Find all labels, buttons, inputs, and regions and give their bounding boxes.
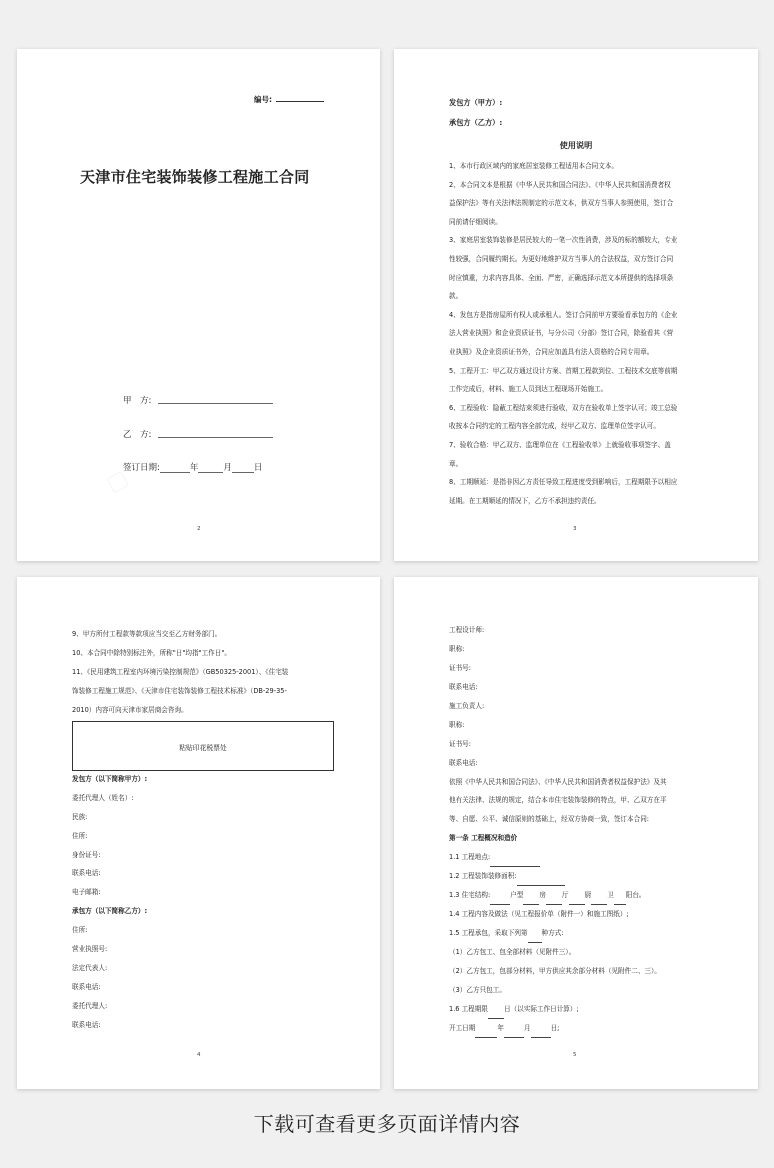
- text-line: 证书号:: [449, 739, 472, 748]
- document-title: 天津市住宅装饰装修工程施工合同: [80, 168, 310, 186]
- site-line: [449, 848, 714, 867]
- text-line: 2010）内容可向天津市家居商会咨询。: [72, 706, 188, 714]
- page-number: 2: [197, 526, 201, 532]
- notes-block: [72, 625, 330, 720]
- party-b-label: 乙 方:: [123, 430, 152, 440]
- period-suffix: 日（以实际工作日计算）;: [503, 1004, 579, 1013]
- blank: [490, 896, 510, 905]
- yangtai-label: 阳台。: [625, 891, 646, 900]
- text-line: 施工负责人:: [449, 701, 485, 710]
- option-line: （2）乙方包工，包部分材料，甲方供应其余部分材料（见附件二、三）。: [449, 966, 661, 975]
- contract-number-label: 编号:: [254, 95, 272, 104]
- text-line: 他有关法律、法规的规定，结合本市住宅装饰装修的特点，甲、乙双方在平: [449, 796, 667, 805]
- stamp-label: 粘贴印花税票处: [179, 744, 227, 752]
- area-line: [449, 867, 714, 886]
- party-b-blank: [158, 437, 273, 438]
- field-label: 委托代理人（姓名）:: [72, 793, 134, 802]
- text-line: 收按本合同约定的工程内容全部完成，经甲乙双方、监理单位签字认可。: [449, 422, 660, 431]
- employer-label: 发包方（甲方）:: [449, 98, 503, 107]
- text-line: 饰装修工程施工规范》、《天津市住宅装饰装修工程技术标准》（DB-29-35-: [72, 687, 287, 695]
- blank: [523, 896, 539, 905]
- instructions-page: [394, 49, 758, 561]
- text-line: 时应慎重，力求内容具体、全面、严密，正确选择示范文本所提供的选择项条: [449, 273, 674, 282]
- text-line: 法人营业执照》和企业资质证书，与分公司（分部）签订合同，除验看其《营: [449, 329, 674, 338]
- year-blank: [160, 463, 190, 473]
- page-number: 5: [573, 1052, 577, 1058]
- blank: [504, 1029, 524, 1038]
- text-line: 11、《民用建筑工程室内环境污染控制规范》（GB50325-2001）、《住宅装: [72, 668, 289, 676]
- wei-label: 卫: [607, 891, 614, 900]
- party-a-blank: [158, 403, 273, 404]
- field-label: 联系电话:: [72, 982, 101, 991]
- field-label: 营业执照号:: [72, 945, 108, 954]
- download-caption: 下载可查看更多页面详情内容: [253, 1112, 521, 1136]
- contractor-label: 承包方（乙方）:: [449, 118, 503, 127]
- text-line: 1.4 工程内容及做法（见工程报价单（附件一）和施工图纸）;: [449, 910, 629, 919]
- page-number: 4: [197, 1052, 201, 1058]
- party-a-label: 甲 方:: [123, 396, 152, 406]
- area-label: 1.2 工程装饰装修面积:: [449, 872, 517, 881]
- text-line: 依照《中华人民共和国合同法》、《中华人民共和国消费者权益保护法》及其: [449, 777, 667, 786]
- blank: [531, 1029, 551, 1038]
- text-line: 业执照》及企业资质证书外，合同应加盖具有法人资格的合同专用章。: [449, 347, 654, 356]
- article-title: 第一条 工程概况和造价: [449, 834, 518, 843]
- text-line: 1、本市行政区域内的家庭居室装修工程适用本合同文本。: [449, 162, 619, 170]
- mode-suffix: 种方式:: [541, 929, 564, 937]
- month-blank: [198, 463, 223, 473]
- site-blank: [490, 858, 540, 867]
- text-line: 8、工期顺延：是指非因乙方责任导致工程进度受到影响后，工程期限予以相应: [449, 478, 678, 487]
- field-label: 住所:: [72, 831, 88, 840]
- text-line: 5、工程开工：甲乙双方通过设计方案、首期工程款到位、工程技术交底等前期: [449, 366, 678, 375]
- text-line: 工程设计师:: [449, 626, 485, 634]
- text-line: 10、本合同中除特别标注外，所称"日"均指"工作日"。: [72, 649, 231, 657]
- text-line: 性较强，合同履约期长。为更好地维护双方当事人的合法权益，双方签订合同: [449, 254, 674, 263]
- month-label: 月: [523, 1023, 531, 1032]
- text-line: 工作完成后，材料、施工人员到达工程现场开始施工。: [449, 385, 608, 394]
- text-line: 4、发包方是指房屋所有权人或承租人。签订合同前甲方要验看承包方的《企业: [449, 310, 678, 319]
- sign-date-label: 签订日期:: [123, 463, 160, 473]
- contract-terms-page: [394, 577, 758, 1089]
- field-label: 身份证号:: [72, 850, 101, 859]
- site-label: 1.1 工程地点:: [449, 853, 491, 862]
- text-line: 款。: [449, 292, 463, 301]
- parties-page: [17, 577, 380, 1089]
- blank: [591, 896, 607, 905]
- huxing-label: 户型: [510, 891, 524, 900]
- text-line: 延期。在工期顺延的情况下，乙方不承担违约责任。: [449, 496, 601, 505]
- cover-page: [17, 49, 380, 561]
- field-label: 联系电话:: [72, 1020, 101, 1029]
- text-line: 6、工程验收：隐蔽工程结束须进行验收，双方在验收单上签字认可；竣工总验: [449, 403, 678, 412]
- text-line: 章。: [449, 459, 463, 468]
- blank: [569, 896, 585, 905]
- contractor-heading: 承包方（以下简称乙方）:: [72, 907, 148, 916]
- field-label: 民族:: [72, 812, 88, 821]
- text-line: 同前请仔细阅读。: [449, 217, 502, 226]
- text-line: 职称:: [449, 644, 465, 653]
- blank: [488, 1010, 504, 1019]
- text-line: 益保护法》等有关法律法规制定的示范文本，供双方当事人参照使用，签订合: [449, 199, 674, 208]
- contract-number-blank: [276, 101, 324, 102]
- option-line: （3）乙方只包工。: [449, 985, 506, 994]
- blank: [614, 896, 626, 905]
- day-blank: [232, 463, 254, 473]
- instructions-body: [449, 157, 707, 510]
- month-label: 月: [223, 463, 232, 473]
- blank: [475, 1029, 497, 1038]
- field-label: 住所:: [72, 926, 88, 935]
- day-label: 日;: [550, 1023, 560, 1032]
- text-line: 证书号:: [449, 663, 472, 672]
- text-line: 联系电话:: [449, 682, 478, 691]
- mode-line: [449, 924, 714, 943]
- field-label: 联系电话:: [72, 869, 101, 878]
- ting-label: 厅: [561, 891, 569, 900]
- field-label: 电子邮箱:: [72, 888, 101, 897]
- structure-label: 1.3 住宅结构:: [449, 891, 491, 900]
- sign-date-row: [123, 461, 262, 473]
- terms-block: [449, 621, 714, 1038]
- blank: [528, 934, 542, 943]
- mode-label: 1.5 工程承包，采取下列第: [449, 929, 528, 937]
- blank: [546, 896, 562, 905]
- chu-label: 厨: [584, 891, 592, 900]
- period-label: 1.6 工程期限: [449, 1004, 488, 1013]
- year-label: 年: [497, 1023, 504, 1032]
- day-label: 日: [253, 463, 263, 473]
- text-line: 7、验收合格：甲乙双方、监理单位在《工程验收单》上就验收事项签字、盖: [449, 440, 671, 449]
- text-line: 职称:: [449, 720, 465, 729]
- field-label: 法定代表人:: [72, 963, 108, 972]
- party-info-block: [72, 770, 330, 1034]
- structure-line: [449, 886, 714, 905]
- start-date-label: 开工日期: [449, 1023, 476, 1032]
- option-line: （1）乙方包工、包全部材料（见附件三）。: [449, 947, 576, 956]
- field-label: 委托代理人:: [72, 1001, 108, 1010]
- period-line: [449, 1000, 714, 1019]
- year-label: 年: [189, 463, 199, 473]
- page-number: 3: [573, 526, 577, 532]
- text-line: 9、甲方所付工程款等款项应当交至乙方财务部门。: [72, 630, 222, 638]
- text-line: 2、本合同文本是根据《中华人民共和国合同法》、《中华人民共和国消费者权: [449, 180, 671, 189]
- employer-heading: 发包方（以下简称甲方）:: [72, 775, 148, 783]
- text-line: 等、自愿、公平、诚信原则的基础上，经双方协商一致，签订本合同:: [449, 815, 650, 824]
- area-blank: [517, 877, 565, 886]
- start-date-line: [449, 1019, 714, 1038]
- text-line: 联系电话:: [449, 758, 478, 767]
- instructions-title: 使用说明: [559, 140, 593, 150]
- fang-label: 房: [539, 891, 546, 900]
- text-line: 3、家庭居室装饰装修是居民较大的一笔一次性消费，涉及的标的额较大，专业: [449, 236, 678, 245]
- stamp-area: [72, 721, 334, 771]
